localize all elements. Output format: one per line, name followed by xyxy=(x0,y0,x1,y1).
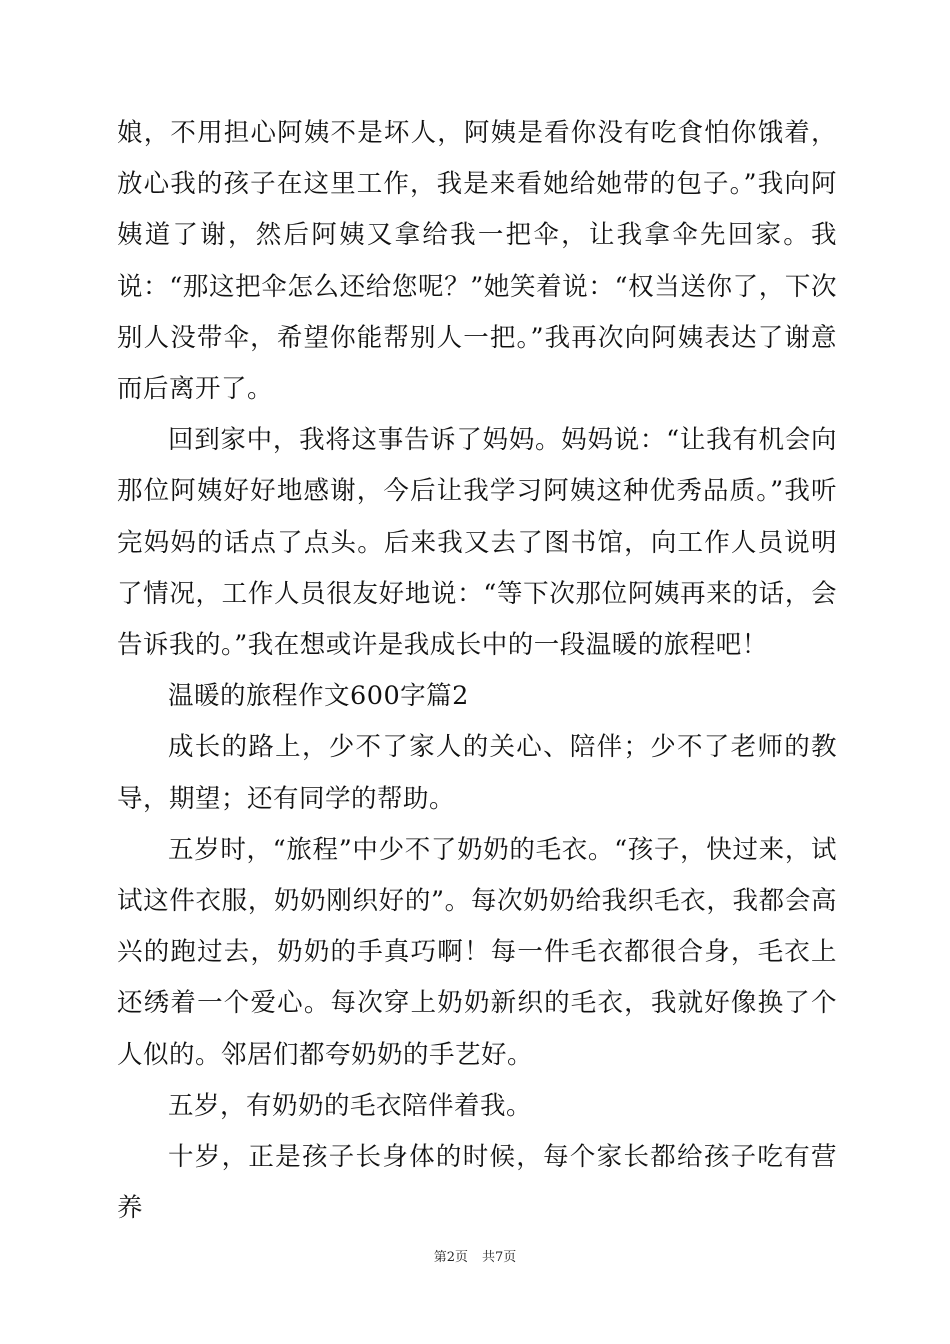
paragraph: 五岁时，“旅程”中少不了奶奶的毛衣。“孩子，快过来，试试这件衣服，奶奶刚织好的”。每次奶奶给我织毛衣，我都会高兴的跑过去，奶奶的手真巧啊！每一件毛衣都很合身，毛衣上还绣着一个爱心。每次穿上奶奶新织的毛衣，我就好像换了个人似的。邻居们都夸奶奶的手艺好。 xyxy=(117,834,837,1070)
section-heading: 温暖的旅程作文600字篇2 xyxy=(168,681,469,712)
document-body xyxy=(117,108,837,1234)
page-number: 第2页 xyxy=(433,1250,468,1265)
page-footer xyxy=(0,1246,950,1265)
paragraph: 十岁，正是孩子长身体的时候，每个家长都给孩子吃有营养 xyxy=(117,1142,837,1224)
paragraph: 成长的路上，少不了家人的关心、陪伴；少不了老师的教导，期望；还有同学的帮助。 xyxy=(117,732,837,814)
paragraph: 回到家中，我将这事告诉了妈妈。妈妈说：“让我有机会向那位阿姨好好地感谢，今后让我学习阿姨这种优秀品质。”我听完妈妈的话点了点头。后来我又去了图书馆，向工作人员说明了情况，工作人员很友好地说：“等下次那位阿姨再来的话，会告诉我的。”我在想或许是我成长中的一段温暖的旅程吧！ xyxy=(117,425,837,661)
paragraph-continued: 娘，不用担心阿姨不是坏人，阿姨是看你没有吃食怕你饿着，放心我的孩子在这里工作，我是来看她给她带的包子。”我向阿姨道了谢，然后阿姨又拿给我一把伞，让我拿伞先回家。我说：“那这把伞怎么还给您呢？”她笑着说：“权当送你了，下次别人没带伞，希望你能帮别人一把。”我再次向阿姨表达了谢意而后离开了。 xyxy=(117,118,837,405)
paragraph: 五岁，有奶奶的毛衣陪伴着我。 xyxy=(168,1090,533,1121)
page-total: 共7页 xyxy=(482,1250,517,1265)
